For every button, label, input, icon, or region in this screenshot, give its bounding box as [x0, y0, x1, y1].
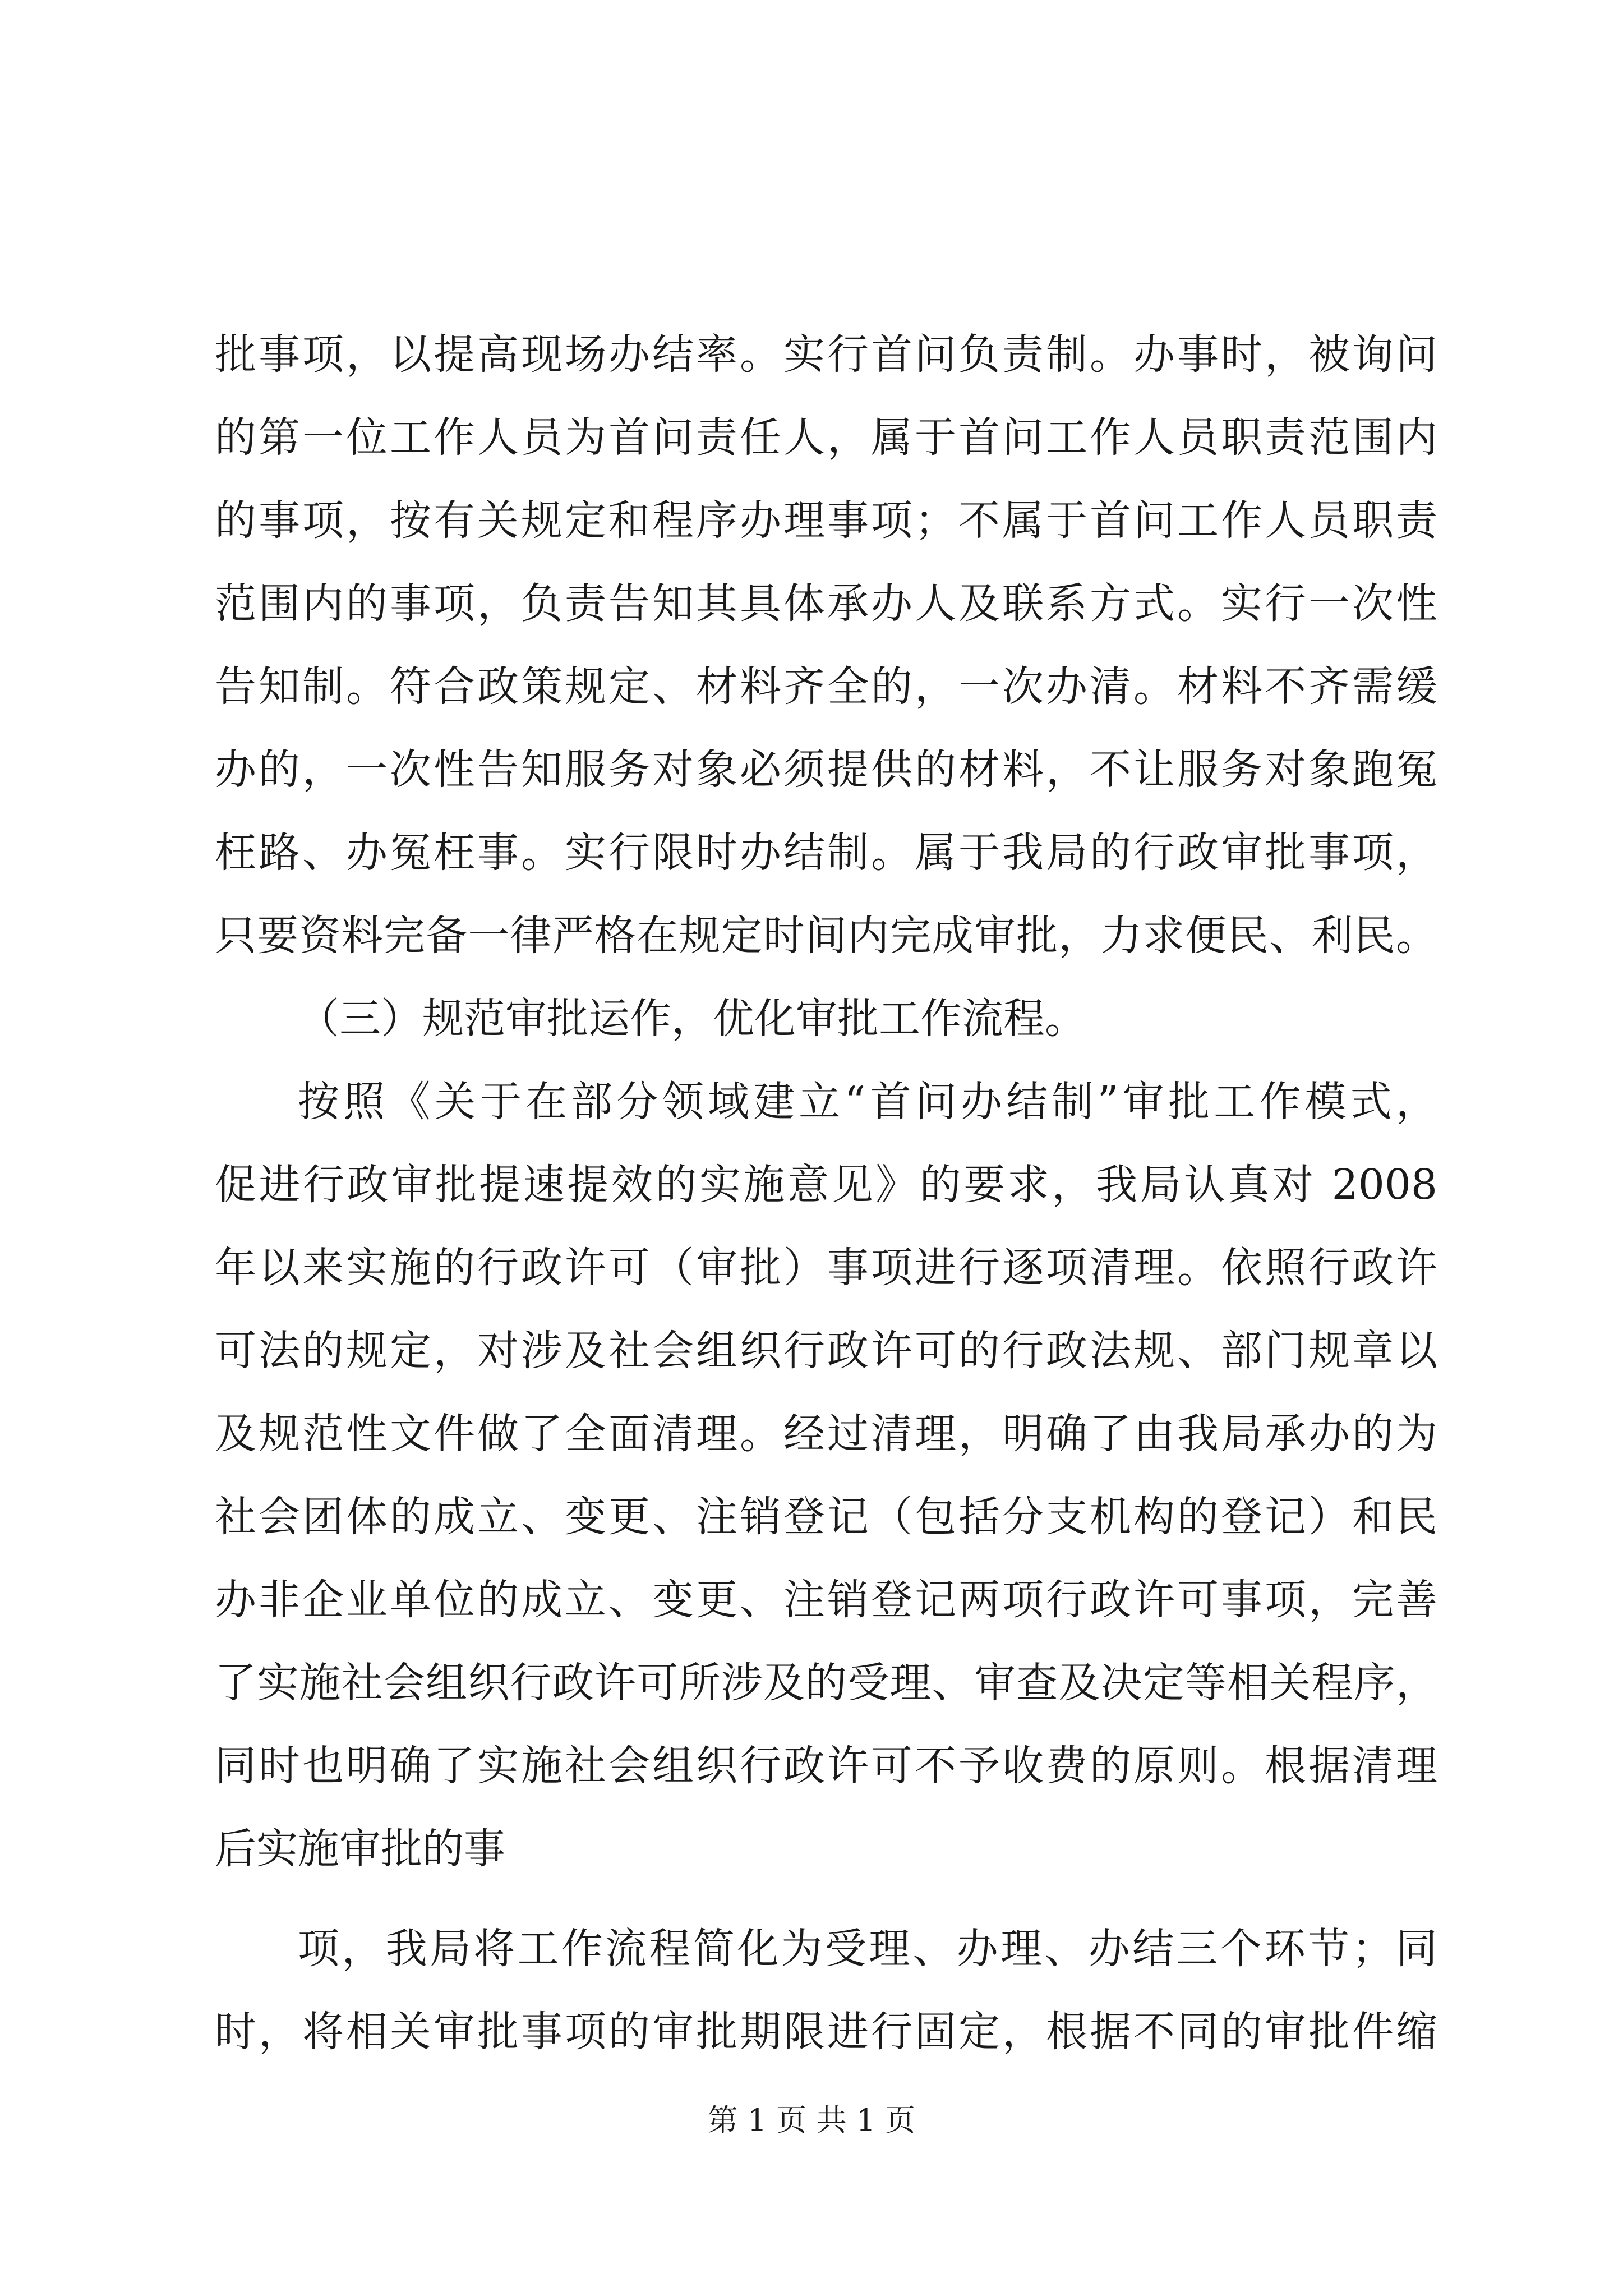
body-line: 的第一位工作人员为首问责任人，属于首问工作人员职责范围内 — [215, 413, 1437, 462]
body-line: 可法的规定，对涉及社会组织行政许可的行政法规、部门规章以 — [215, 1327, 1437, 1375]
body-line: 及规范性文件做了全面清理。经过清理，明确了由我局承办的为 — [215, 1410, 1437, 1458]
page-number-label: 第 1 页 共 1 页 — [707, 2102, 916, 2138]
body-line-last: 后实施审批的事 — [215, 1825, 505, 1873]
body-line: 促进行政审批提速提效的实施意见》的要求，我局认真对 2008 — [215, 1161, 1437, 1209]
body-line: 办非企业单位的成立、变更、注销登记两项行政许可事项，完善 — [215, 1576, 1437, 1624]
section-heading: （三）规范审批运作，优化审批工作流程。 — [298, 995, 1086, 1043]
body-line: 时，将相关审批事项的审批期限进行固定，根据不同的审批件缩 — [215, 2008, 1437, 2056]
body-line: 只要资料完备一律严格在规定时间内完成审批，力求便民、利民。 — [215, 912, 1437, 960]
body-line: 年以来实施的行政许可（审批）事项进行逐项清理。依照行政许 — [215, 1244, 1437, 1292]
paragraph-first-line: 按照《关于在部分领域建立“首问办结制”审批工作模式， — [298, 1078, 1437, 1126]
body-line: 的事项，按有关规定和程序办理事项；不属于首问工作人员职责 — [215, 496, 1437, 545]
document-body — [215, 313, 1437, 2073]
body-line: 社会团体的成立、变更、注销登记（包括分支机构的登记）和民 — [215, 1493, 1437, 1541]
body-line: 了实施社会组织行政许可所涉及的受理、审查及决定等相关程序， — [215, 1659, 1437, 1707]
body-line: 枉路、办冤枉事。实行限时办结制。属于我局的行政审批事项， — [215, 829, 1437, 877]
body-line: 同时也明确了实施社会组织行政许可不予收费的原则。根据清理 — [215, 1742, 1437, 1790]
body-line: 告知制。符合政策规定、材料齐全的，一次办清。材料不齐需缓 — [215, 662, 1437, 711]
body-line: 范围内的事项，负责告知其具体承办人及联系方式。实行一次性 — [215, 579, 1437, 628]
body-line: 办的，一次性告知服务对象必须提供的材料，不让服务对象跑冤 — [215, 746, 1437, 794]
paragraph-first-line: 项，我局将工作流程简化为受理、办理、办结三个环节；同 — [298, 1925, 1437, 1973]
page-footer — [0, 2101, 1623, 2140]
body-line: 批事项，以提高现场办结率。实行首问负责制。办事时，被询问 — [215, 330, 1437, 379]
